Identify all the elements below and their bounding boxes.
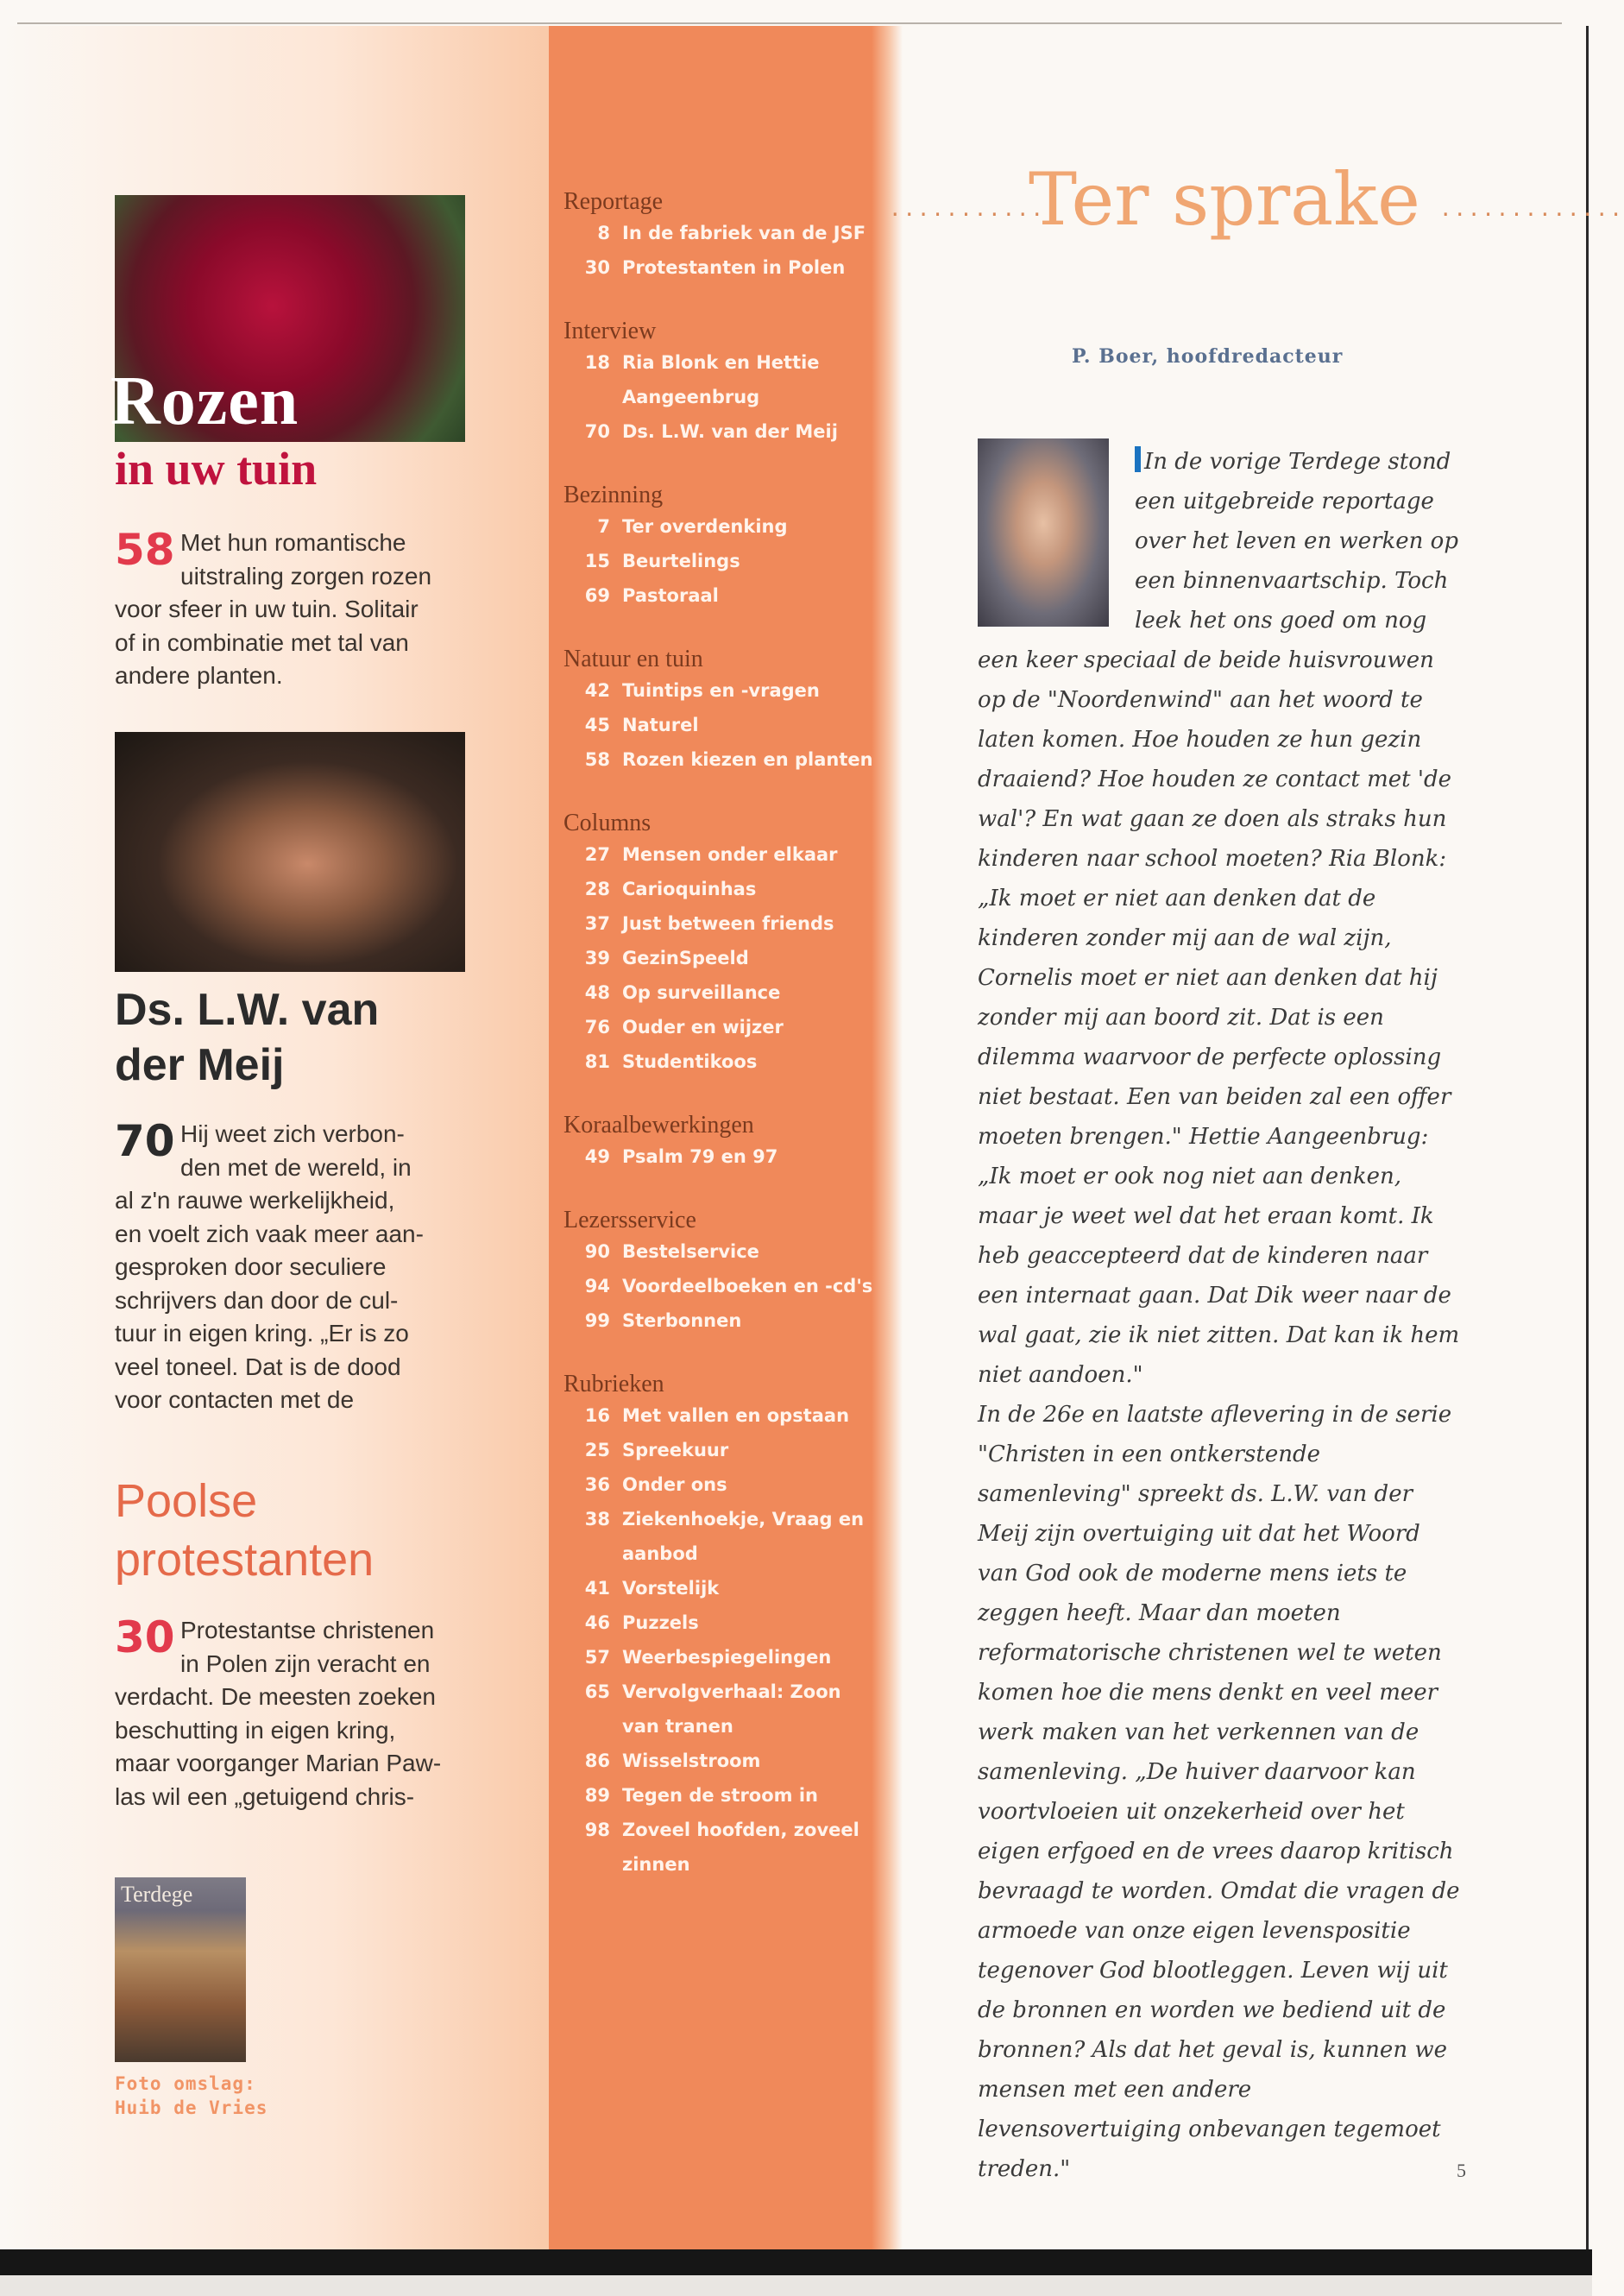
toc-entry-page: 38 [584,1509,610,1530]
toc-entry[interactable] [563,837,874,872]
teaser-line: en voelt zich vaak meer aan- [115,1220,424,1247]
toc-entry-title: Just between friends [622,913,834,934]
toc-section [563,1207,874,1338]
toc-entry-page: 89 [584,1785,610,1806]
toc-entry[interactable] [563,906,874,941]
toc-entry-page: 27 [584,844,610,865]
toc-entry[interactable] [563,975,874,1010]
toc-entry-title: GezinSpeeld [622,948,749,968]
toc-section-heading: Reportage [563,188,664,215]
toc-entry[interactable] [563,1467,874,1502]
teaser-line: maar voorganger Marian Paw- [115,1750,442,1776]
toc-entry-title: Weerbespiegelingen [622,1647,832,1668]
table-of-contents [563,188,874,1882]
rose-teaser [115,527,460,693]
editorial-heading: Ter sprake [1029,157,1420,242]
toc-entry[interactable] [563,1502,874,1571]
toc-entry[interactable] [563,673,874,708]
toc-entry-title: Ziekenhoekje, Vraag en aanbod [622,1509,865,1564]
toc-entry-title: Ouder en wijzer [622,1017,784,1038]
toc-entry-page: 36 [584,1474,610,1495]
meij-title-line1: Ds. L.W. van [115,985,380,1035]
toc-entry-page: 94 [584,1276,610,1296]
toc-entry-page: 18 [584,352,610,373]
teaser-line: Hij weet zich verbon- [180,1120,405,1147]
toc-entry-title: Pastoraal [622,585,719,606]
teaser-line: Met hun romantische [180,529,406,556]
toc-entry-page: 57 [584,1647,610,1668]
toc-entry[interactable] [563,1398,874,1433]
toc-entry-page: 46 [584,1612,610,1633]
toc-entry-title: Mensen onder elkaar [622,844,838,865]
toc-section [563,188,874,285]
page-number: 5 [1457,2160,1466,2181]
toc-band-edge [872,26,903,2249]
toc-entry[interactable] [563,250,874,285]
toc-entry[interactable] [563,742,874,777]
toc-entry[interactable] [563,1744,874,1778]
teaser-line: den met de wereld, in [180,1153,412,1181]
editorial-byline: P. Boer, hoofdredacteur [1072,345,1344,368]
teaser-line: uitstraling zorgen rozen [180,562,432,590]
toc-section-heading: Koraalbewerkingen [563,1112,754,1139]
toc-entry[interactable] [563,216,874,250]
toc-entry-title: Beurtelings [622,551,740,571]
toc-entry-title: Naturel [622,715,699,735]
editor-portrait-float [978,438,1109,627]
toc-entry-title: Sterbonnen [622,1310,742,1331]
toc-section [563,482,874,613]
teaser-line: in Polen zijn veracht en [180,1649,431,1677]
editorial-article [978,442,1461,2189]
toc-entry-title: Ria Blonk en Hettie Aangeenbrug [622,352,820,407]
toc-entry-title: Spreekuur [622,1440,729,1460]
toc-entry[interactable] [563,1571,874,1605]
heading-dots-right: ............. [1439,197,1624,221]
poolse-teaser [115,1614,477,1813]
toc-entry-page: 15 [584,551,610,571]
toc-entry[interactable] [563,509,874,544]
cover-caption [115,2072,268,2120]
toc-entry[interactable] [563,1778,874,1813]
poolse-title-line2: protestanten [115,1534,375,1586]
toc-section [563,810,874,1079]
teaser-line: gesproken door seculiere [115,1253,387,1280]
bottom-light-band [0,2275,1592,2296]
teaser-line: andere planten. [115,662,283,689]
toc-entry-page: 81 [584,1051,610,1072]
toc-entry-title: In de fabriek van de JSF [622,223,866,243]
toc-entry-page: 16 [584,1405,610,1426]
toc-entry-title: Carioquinhas [622,879,757,899]
toc-entry-page: 41 [584,1578,610,1599]
rose-title: Rozen [110,363,299,439]
toc-entry-page: 39 [584,948,610,968]
teaser-line: voor contacten met de [115,1386,355,1413]
teaser-line: voor sfeer in uw tuin. Solitair [115,596,419,622]
toc-section-heading: Bezinning [563,482,664,508]
cover-magazine-title: Terdege [121,1882,193,1907]
toc-entry-title: Op surveillance [622,982,781,1003]
toc-entry-page: 65 [584,1681,610,1702]
toc-entry[interactable] [563,414,874,449]
toc-entry[interactable] [563,1675,874,1744]
cover-caption-line1: Foto omslag: [115,2073,256,2094]
toc-entry[interactable] [563,1269,874,1303]
top-rule [17,22,1562,24]
poolse-title-line1: Poolse [115,1475,258,1527]
meij-page-number: 70 [115,1116,175,1166]
toc-entry-title: Onder ons [622,1474,727,1495]
rose-page-number: 58 [115,525,175,575]
toc-entry-title: Studentikoos [622,1051,758,1072]
meij-teaser [115,1118,477,1417]
teaser-line: al z'n rauwe werkelijkheid, [115,1187,395,1214]
toc-section [563,1371,874,1882]
toc-entry-title: Puzzels [622,1612,699,1633]
toc-section-heading: Natuur en tuin [563,646,703,672]
toc-entry[interactable] [563,708,874,742]
cover-caption-line2: Huib de Vries [115,2097,268,2118]
toc-entry-page: 86 [584,1750,610,1771]
toc-entry-page: 76 [584,1017,610,1038]
teaser-line: verdacht. De meesten zoeken [115,1683,436,1710]
toc-entry-title: Bestelservice [622,1241,759,1262]
drop-cap-bar [1135,446,1141,472]
editorial-paragraph-2: In de 26e en laatste aflevering in de serie "Christen in een ontkerstende samenleving" spreekt ds. L.W. van der Meij zijn overtuiging uit dat het Woord van God ook de moderne mens iets te zeggen heeft. Maar dan moeten reformatorische christenen wel te weten komen hoe die mens denkt en veel meer werk maken van het verkennen van de samenleving. „De huiver daarvoor kan voortvloeien uit onzekerheid over het eigen erfgoed en de vrees daarop kritisch bevraagd te worden. Omdat die vragen de armoede van onze eigen levenspositie tegenover God blootleggen. Leven wij uit de bronnen en worden we bediend uit de bronnen? Als dat het geval is, kunnen we mensen met een andere levensovertuiging onbevangen tegemoet treden." [978,1402,1460,2182]
toc-section-heading: Columns [563,810,651,836]
toc-section [563,646,874,777]
toc-entry-page: 98 [584,1820,610,1840]
toc-entry-title: Protestanten in Polen [622,257,846,278]
ds-meij-portrait [115,732,465,972]
toc-entry-title: Tegen de stroom in [622,1785,818,1806]
toc-entry-page: 8 [597,223,610,243]
teaser-line: las wil een „getuigend chris- [115,1782,415,1810]
toc-section [563,318,874,449]
toc-entry-page: 99 [584,1310,610,1331]
toc-entry-title: Ds. L.W. van der Meij [622,421,838,442]
toc-entry-page: 58 [584,749,610,770]
editor-portrait [978,438,1109,627]
toc-entry[interactable] [563,1433,874,1467]
toc-entry-title: Tuintips en -vragen [622,680,820,701]
toc-entry-page: 90 [584,1241,610,1262]
toc-entry-page: 28 [584,879,610,899]
teaser-line: veel toneel. Dat is de dood [115,1353,401,1380]
toc-entry[interactable] [563,1303,874,1338]
teaser-line: Protestantse christenen [180,1617,435,1643]
toc-entry[interactable] [563,872,874,906]
toc-entry-title: Vervolgverhaal: Zoon van tranen [622,1681,841,1737]
teaser-line: schrijvers dan door de cul- [115,1286,399,1314]
toc-entry-title: Psalm 79 en 97 [622,1146,778,1167]
meij-title-line2: der Meij [115,1040,285,1090]
toc-entry[interactable] [563,1044,874,1079]
toc-section-heading: Interview [563,318,657,344]
toc-entry-page: 25 [584,1440,610,1460]
right-edge-rule [1586,26,1589,2270]
toc-entry[interactable] [563,1010,874,1044]
toc-entry-title: Wisselstroom [622,1750,761,1771]
meij-title [115,982,379,1093]
toc-entry-page: 37 [584,913,610,934]
poolse-page-number: 30 [115,1612,175,1662]
toc-entry-page: 42 [584,680,610,701]
toc-entry-title: Voordeelboeken en -cd's [622,1276,873,1296]
toc-entry[interactable] [563,544,874,578]
toc-entry[interactable] [563,1605,874,1640]
rose-subtitle: in uw tuin [115,443,318,495]
toc-entry[interactable] [563,345,874,414]
toc-section [563,1112,874,1174]
toc-entry-page: 70 [584,421,610,442]
toc-entry-title: Ter overdenking [622,516,788,537]
toc-entry-title: Met vallen en opstaan [622,1405,850,1426]
toc-entry[interactable] [563,1813,874,1882]
teaser-line: tuur in eigen kring. „Er is zo [115,1320,409,1347]
toc-entry-title: Rozen kiezen en planten [622,749,873,770]
toc-entry-page: 49 [584,1146,610,1167]
toc-entry-page: 45 [584,715,610,735]
toc-section-heading: Rubrieken [563,1371,664,1397]
toc-entry[interactable] [563,578,874,613]
teaser-line: beschutting in eigen kring, [115,1716,396,1744]
toc-section-heading: Lezersservice [563,1207,696,1233]
bottom-black-band [0,2249,1592,2275]
toc-entry[interactable] [563,941,874,975]
toc-entry-page: 48 [584,982,610,1003]
toc-entry-title: Vorstelijk [622,1578,720,1599]
toc-entry-title: Zoveel hoofden, zoveel zinnen [622,1820,859,1875]
toc-entry-page: 69 [584,585,610,606]
toc-entry-page: 30 [584,257,610,278]
teaser-line: of in combinatie met tal van [115,628,409,656]
toc-entry[interactable] [563,1234,874,1269]
heading-dots-left: ........... [889,197,1045,221]
toc-entry-page: 7 [597,516,610,537]
toc-entry[interactable] [563,1640,874,1675]
editorial-paragraph-1-text: In de vorige Terdege stond een uitgebreide reportage over het leven en werken op een binnenvaartschip. Toch leek het ons goed om nog een keer speciaal de beide huisvrouwen op de "Noordenwind" aan het woord te laten komen. Hoe houden ze hun gezin draaiend? Hoe houden ze contact met 'de wal'? En wat gaan ze doen als straks hun kinderen naar school moeten? Ria Blonk: „Ik moet er niet aan denken dat de kinderen zonder mij aan de wal zijn, Cornelis moet er niet aan denken dat hij zonder mij aan boord zit. Dat is een dilemma waarvoor de perfecte oplossing niet bestaat. Een van beiden zal een offer moeten brengen." Hettie Aangeenbrug: „Ik moet er ook nog niet aan denken, maar je weet wel dat het eraan komt. Ik heb geaccepteerd dat de kinderen naar een internaat gaan. Dat Dik weer naar de wal gaat, zie ik niet zitten. Dat kan ik hem niet aandoen." [978,449,1460,1388]
toc-entry[interactable] [563,1139,874,1174]
